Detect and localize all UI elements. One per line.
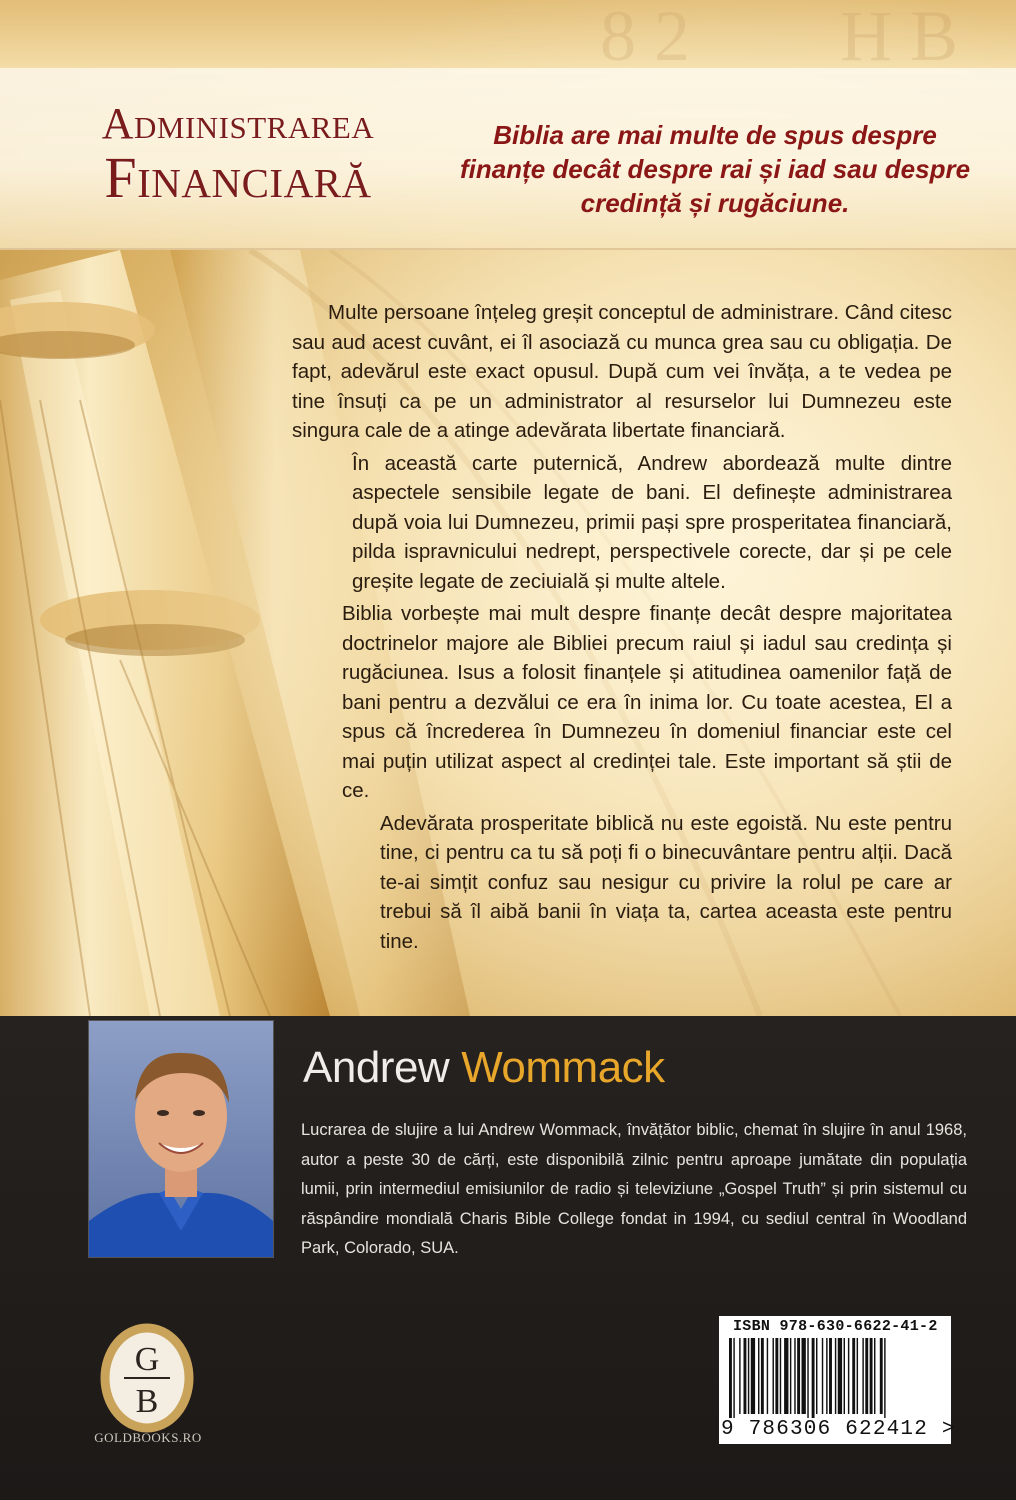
barcode-bar: [807, 1338, 808, 1418]
barcode-bar: [797, 1338, 800, 1414]
barcode-bar: [729, 1338, 732, 1418]
barcode-bar: [865, 1338, 868, 1414]
blurb-paragraph-4: Adevărata prosperitate biblică nu este egoistă. Nu este pentru tine, ci pentru ca tu să poți fi o binecuvântare pentru alții. Dacă te-ai simțit confuz sau nesigur cu privire la rolul pe care ar trebui să îl aibă banii în viața ta, cartea aceasta este pentru tine.: [380, 811, 952, 953]
blurb-paragraph-3: Biblia vorbește mai mult despre finanțe decât despre majoritatea doctrinelor majore ale Bibliei precum raiul și iadul sau credința și rugăciunea. Isus a folosit finanțele și atitudinea oamenilor față de bani pentru a dezvălui ce era în inima lor. Cu toate acestea, El a spus că încrederea în Dumnezeu în domeniul financiar este cel mai puțin utilizat aspect al credinței tale. Este important să știi de ce.: [342, 602, 952, 802]
barcode-bar: [733, 1338, 734, 1418]
author-portrait-image: [89, 1021, 273, 1257]
barcode-bar: [767, 1338, 768, 1414]
barcode-bar: [829, 1338, 832, 1414]
barcode-bar: [884, 1338, 885, 1418]
barcode-bar: [773, 1338, 774, 1414]
isbn-label: ISBN 978-630-6622-41-2: [733, 1318, 938, 1335]
barcode-bar: [870, 1338, 873, 1414]
barcode-bar: [794, 1338, 795, 1414]
author-name: [303, 1042, 665, 1094]
barcode-bar: [775, 1338, 778, 1414]
barcode-bar: [761, 1338, 764, 1414]
barcode-bar: [848, 1338, 849, 1414]
author-first-name: Andrew: [303, 1043, 450, 1092]
barcode-bar: [826, 1338, 827, 1414]
barcode-bar: [862, 1338, 863, 1414]
barcode-bar: [739, 1338, 740, 1414]
barcode-bars-icon: [729, 1338, 941, 1418]
book-title-line1: Administrarea: [101, 99, 375, 148]
barcode-bar: [874, 1338, 875, 1414]
barcode-bar: [748, 1338, 749, 1414]
logo-letter-b: B: [135, 1383, 159, 1420]
barcode-bar: [790, 1338, 791, 1414]
barcode-bar: [812, 1338, 815, 1418]
barcode-bar: [835, 1338, 836, 1414]
barcode-bar: [880, 1338, 883, 1414]
author-photo: [88, 1020, 274, 1258]
barcode-bar: [744, 1338, 747, 1414]
barcode-bar: [844, 1338, 845, 1414]
ean-digits: 9 786306 622412 >: [721, 1418, 956, 1441]
book-title: [58, 100, 418, 208]
blurb-text: [292, 298, 952, 959]
barcode-bar: [758, 1338, 759, 1414]
barcode-bar: [816, 1338, 817, 1414]
barcode-bar: [751, 1338, 755, 1414]
blurb-paragraph-1: Multe persoane înțeleg greșit conceptul de administrare. Când citesc sau aud acest cuvânt, ei îl asociază cu munca grea sau cu obligația. De fapt, adevărul este exact opusul. După cum vei învăța, a te vedea pe tine însuți ca pe un administrator al resurselor lui Dumnezeu este singura cale de a atinge adevărata libertate financiară.: [292, 301, 952, 442]
blurb-paragraph-2: În această carte puternică, Andrew abordează multe dintre aspectele sensibile legate de bani. El definește administrarea după voia lui Dumnezeu, primii pași spre prosperitatea financiară, pilda ispravnicului nedrept, perspectivele corecte, dar și pe cele greșite legate de zeciuială și multe altele.: [352, 451, 952, 593]
barcode-bar: [802, 1338, 806, 1414]
author-last-name: Wommack: [461, 1043, 665, 1092]
tagline: Biblia are mai multe de spus despre finanțe decât despre rai și iad sau despre credință și rugăciune.: [459, 120, 971, 218]
barcode-bar: [784, 1338, 788, 1414]
book-title-line2: Financiară: [104, 145, 372, 210]
barcode-bar: [780, 1338, 781, 1414]
logo-letter-g: G: [134, 1341, 160, 1378]
barcode-bar: [838, 1338, 842, 1414]
barcode-bar: [852, 1338, 855, 1414]
barcode-bar: [857, 1338, 858, 1414]
isbn-barcode: [719, 1316, 956, 1444]
author-bio: Lucrarea de slujire a lui Andrew Wommack, învățător biblic, chemat în slujire în anul 1968, autor a peste 30 de cărți, este disponibilă zilnic pentru aproape jumătate din populația lumii, prin intermediul emisiunilor de radio și televiziune „Gospel Truth” și prin sistemul cu răspândire mondială Charis Bible College fondat in 1994, cu sediul central în Woodland Park, Colorado, SUA.: [301, 1121, 967, 1257]
barcode-bar: [822, 1338, 823, 1414]
publisher-website: GOLDBOOKS.RO: [94, 1430, 202, 1445]
